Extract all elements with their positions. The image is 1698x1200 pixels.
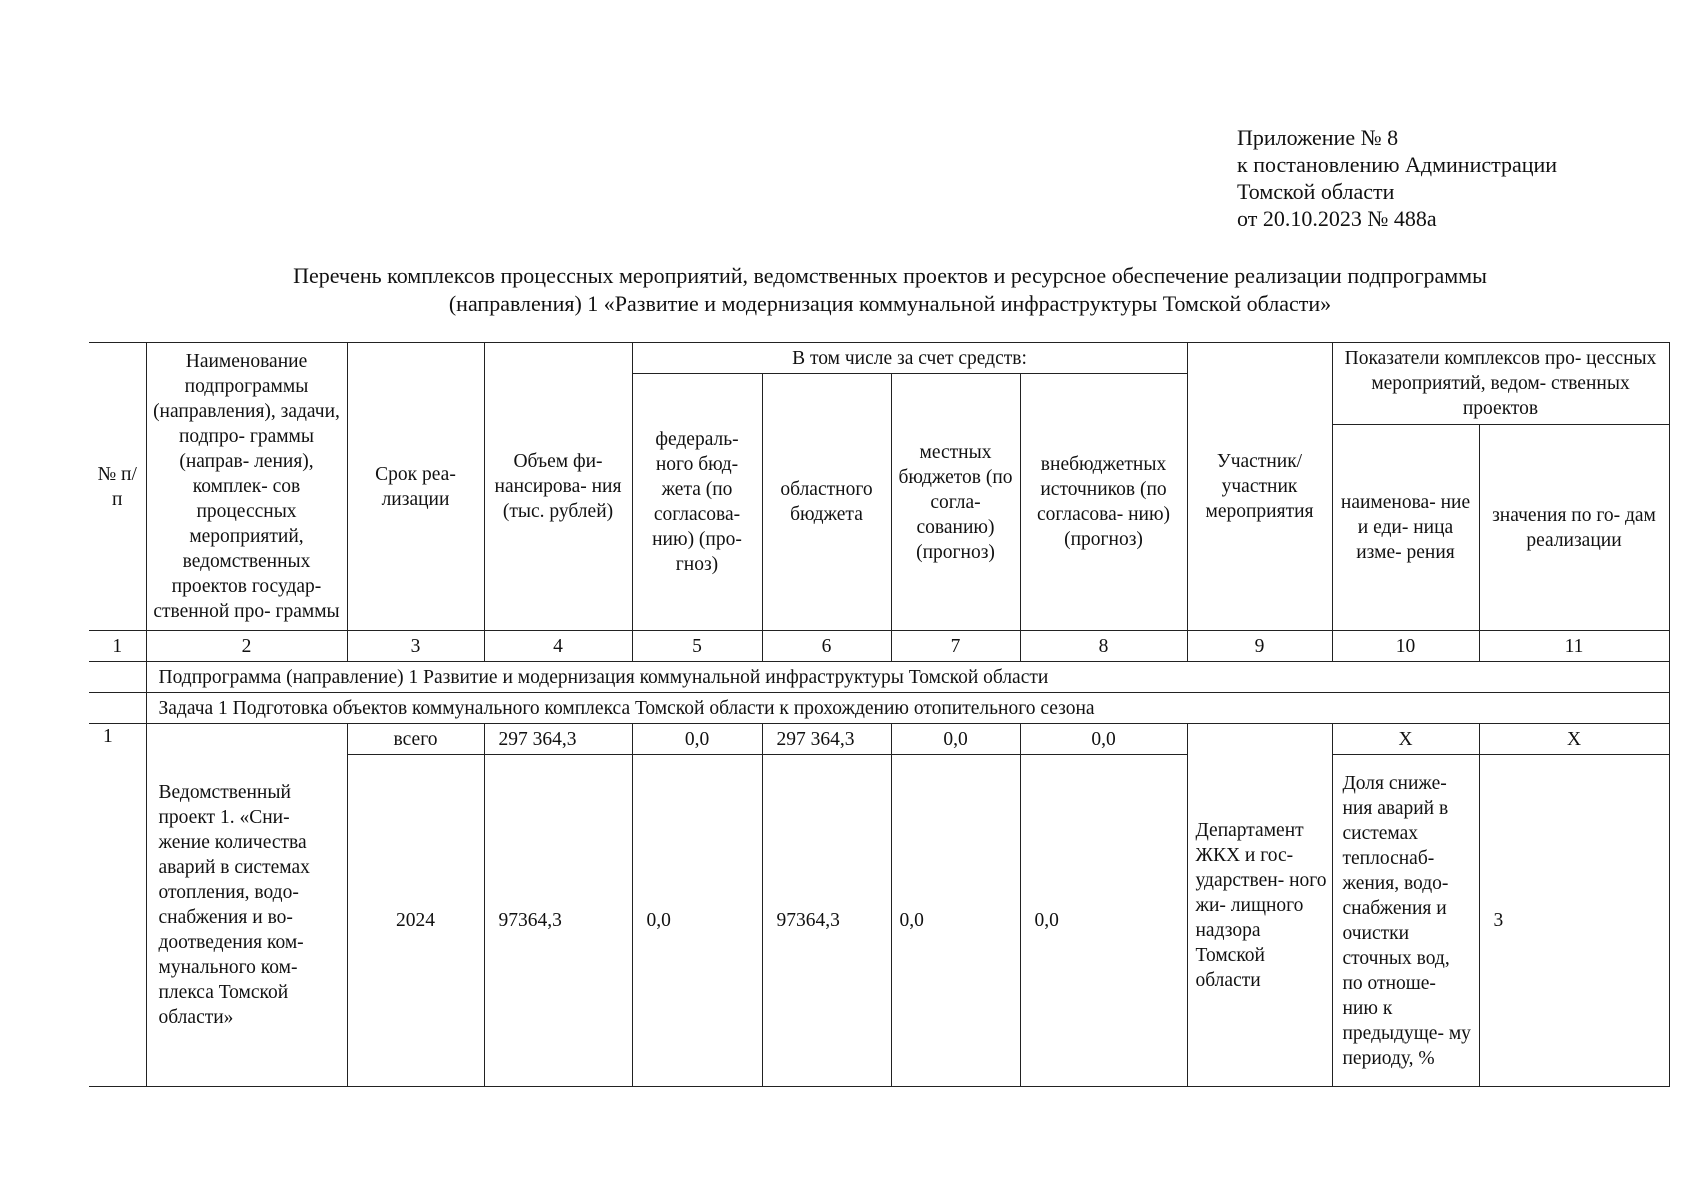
colnum-4: 4: [484, 631, 632, 662]
colnum-3: 3: [347, 631, 484, 662]
header-including: В том числе за счет средств:: [632, 343, 1187, 374]
colnum-5: 5: [632, 631, 762, 662]
total-regional: 297 364,3: [762, 724, 891, 755]
header-federal: федераль- ного бюд- жета (по согласова- нию) (про- гноз): [632, 374, 762, 631]
header-term: Срок реа- лизации: [347, 343, 484, 631]
project-name: Ведомственный проект 1. «Сни- жение количества аварий в системах отопления, водо- снабжения и во- доотведения ком- мунального ком- плекса Томской области»: [146, 724, 347, 1087]
annex-block: [1237, 124, 1557, 232]
header-local: местных бюджетов (по согла- сованию) (прогноз): [891, 374, 1020, 631]
y2024-volume: 97364,3: [484, 755, 632, 1087]
y2024-extra: 0,0: [1020, 755, 1187, 1087]
colnum-2: 2: [146, 631, 347, 662]
header-participant: Участник/ участник мероприятия: [1187, 343, 1332, 631]
header-num: № п/п: [89, 343, 146, 631]
colnum-6: 6: [762, 631, 891, 662]
header-name: Наименование подпрограммы (направления), задачи, подпро- граммы (направ- ления), комплек- сов процессных мероприятий, ведомственных проектов государ- ственной про- граммы: [146, 343, 347, 631]
total-extra: 0,0: [1020, 724, 1187, 755]
annex-line-3: Томской области: [1237, 179, 1395, 204]
colnum-7: 7: [891, 631, 1020, 662]
total-volume: 297 364,3: [484, 724, 632, 755]
document-title: [180, 262, 1600, 318]
project-total-row: [89, 724, 1669, 755]
header-extra: внебюджетных источников (по согласова- нию) (прогноз): [1020, 374, 1187, 631]
task-row: [89, 693, 1669, 724]
colnum-9: 9: [1187, 631, 1332, 662]
projects-table: [89, 342, 1670, 1087]
y2024-local: 0,0: [891, 755, 1020, 1087]
total-federal: 0,0: [632, 724, 762, 755]
header-row-1: [89, 343, 1669, 374]
task-empty-cell: [89, 693, 146, 724]
title-line-1: Перечень комплексов процессных мероприятий, ведомственных проектов и ресурсное обеспечение реализации подпрограммы: [293, 263, 1487, 288]
subprogram-row: [89, 662, 1669, 693]
y2024-regional: 97364,3: [762, 755, 891, 1087]
header-indicators: Показатели комплексов про- цессных мероприятий, ведом- ственных проектов: [1332, 343, 1669, 425]
subprogram-empty-cell: [89, 662, 146, 693]
total-local: 0,0: [891, 724, 1020, 755]
header-ind-name: наименова- ние и еди- ница изме- рения: [1332, 425, 1479, 631]
colnum-10: 10: [1332, 631, 1479, 662]
header-volume: Объем фи- нансирова- ния (тыс. рублей): [484, 343, 632, 631]
column-numbers-row: [89, 631, 1669, 662]
annex-line-1: Приложение № 8: [1237, 125, 1399, 150]
title-line-2: (направления) 1 «Развитие и модернизация коммунальной инфраструктуры Томской области»: [448, 291, 1332, 316]
subprogram-title: Подпрограмма (направление) 1 Развитие и модернизация коммунальной инфраструктуры Томской области: [146, 662, 1669, 693]
total-ind-name: Х: [1332, 724, 1479, 755]
project-participant: Департамент ЖКХ и гос- ударствен- ного жи- лищного надзора Томской области: [1187, 724, 1332, 1087]
y2024-term: 2024: [347, 755, 484, 1087]
y2024-ind-name: Доля сниже- ния аварий в системах теплоснаб- жения, водо- снабжения и очистки сточных вод, по отноше- нию к предыдуще- му периоду, %: [1332, 755, 1479, 1087]
y2024-federal: 0,0: [632, 755, 762, 1087]
annex-line-2: к постановлению Администрации: [1237, 152, 1558, 177]
total-ind-values: Х: [1479, 724, 1669, 755]
y2024-ind-values: 3: [1479, 755, 1669, 1087]
colnum-1: 1: [89, 631, 146, 662]
annex-line-4: от 20.10.2023 № 488а: [1237, 206, 1437, 231]
colnum-11: 11: [1479, 631, 1669, 662]
total-term: всего: [347, 724, 484, 755]
header-ind-values: значения по го- дам реализации: [1479, 425, 1669, 631]
header-regional: областного бюджета: [762, 374, 891, 631]
task-title: Задача 1 Подготовка объектов коммунального комплекса Томской области к прохождению отопительного сезона: [146, 693, 1669, 724]
colnum-8: 8: [1020, 631, 1187, 662]
project-num: 1: [89, 724, 146, 1087]
